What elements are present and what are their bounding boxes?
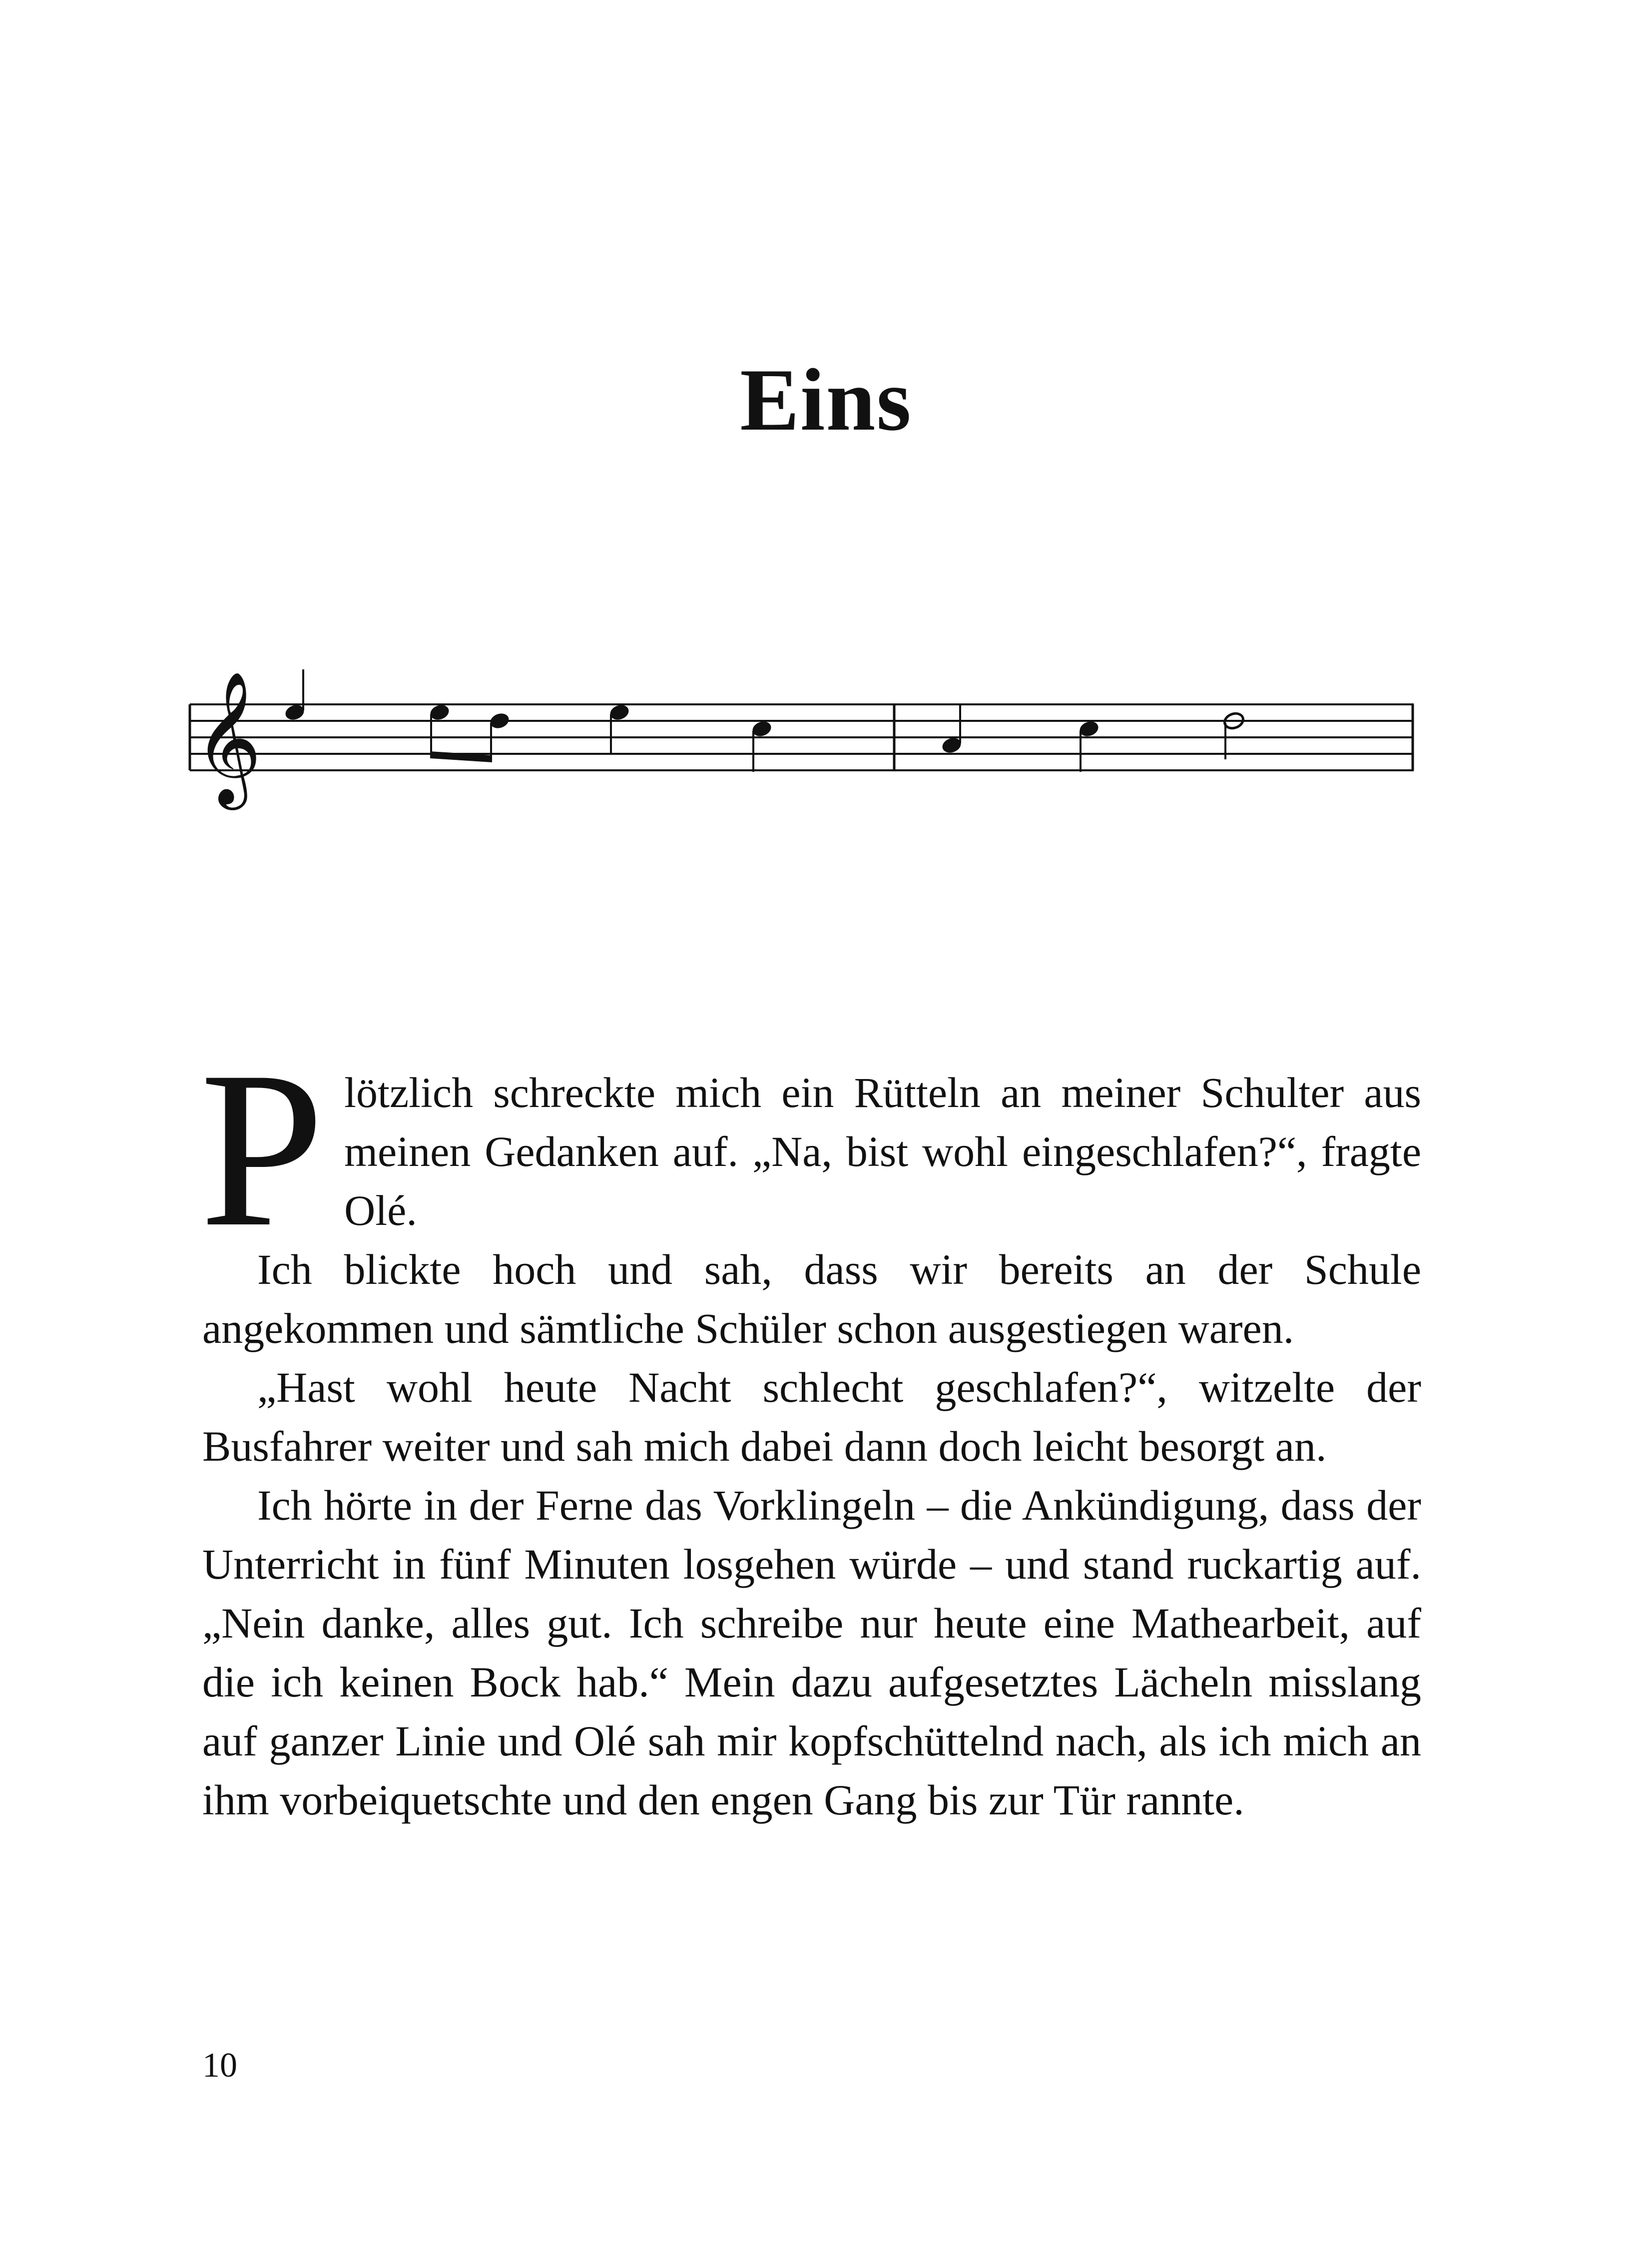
- paragraph-4: Ich hörte in der Ferne das Vorklingeln – die Ankündigung, dass der Unterricht in fünf Minuten losgehen würde – und stand ruckartig auf. „Nein danke, alles gut. Ich schreibe nur heute eine Mathearbeit, auf die ich keinen Bock hab.“ Mein dazu aufgesetztes Lächeln misslang auf ganzer Linie und Olé sah mir kopfschüttelnd nach, als ich mich an ihm vorbeiquetschte und den engen Gang bis zur Tür rannte.: [202, 1481, 1421, 1824]
- note-d-eighth: [488, 711, 511, 758]
- paragraph-1-text: lötzlich schreckte mich ein Rütteln an meiner Schulter aus meinen Gedanken auf. „Na, bist wohl eingeschlafen?“, fragte Olé.: [344, 1069, 1421, 1234]
- drop-cap: P: [200, 1025, 325, 1273]
- music-staff: [190, 669, 1429, 819]
- note-c-quarter-2: [1078, 719, 1100, 772]
- chapter-title: Eins: [740, 350, 912, 449]
- note-d-half: [1222, 711, 1245, 759]
- treble-clef-icon: 𝄞: [194, 671, 262, 804]
- note-e-quarter-2: [608, 702, 630, 754]
- note-e-quarter: [283, 669, 306, 722]
- note-e-eighth: [428, 702, 451, 754]
- paragraph-3: „Hast wohl heute Nacht schlecht geschlafen?“, witzelte der Busfahrer weiter und sah mich dabei dann doch leicht besorgt an.: [202, 1363, 1421, 1470]
- paragraph-2: Ich blickte hoch und sah, dass wir bereits an der Schule angekommen und sämtliche Schüler schon ausgestiegen waren.: [202, 1245, 1421, 1352]
- page-number: 10: [202, 2046, 237, 2085]
- paragraph-1: [200, 1025, 1421, 1273]
- note-a-quarter: [940, 704, 963, 755]
- note-c-quarter: [750, 719, 773, 772]
- chapter-text: [200, 1025, 1421, 1829]
